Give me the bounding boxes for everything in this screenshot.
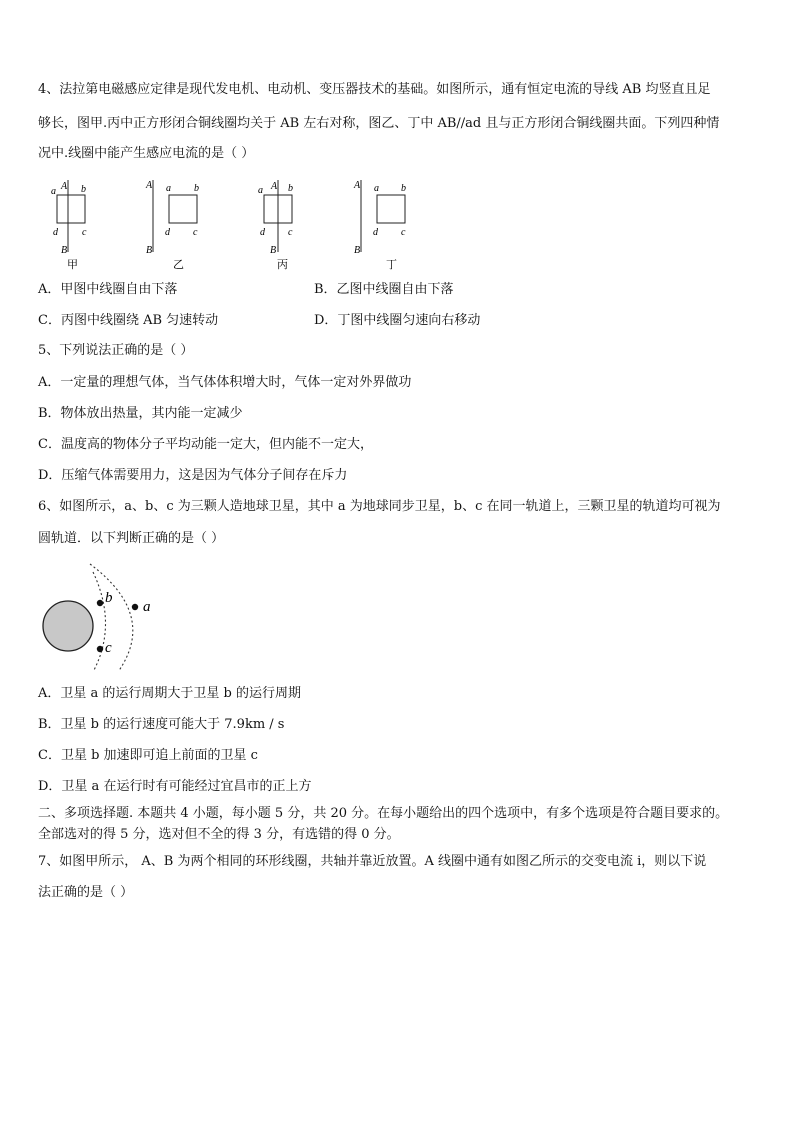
section2-instructions-line1: 二、多项选择题. 本题共 4 小题，每小题 5 分，共 20 分。在每小题给出的四个选项中，有多个选项是符合题目要求的。 (38, 806, 729, 821)
caption-yi: 乙 (173, 258, 184, 270)
satellite-c-icon (97, 646, 103, 652)
label-c: c (193, 227, 198, 238)
q5-option-a: A．一定量的理想气体，当气体体积增大时，气体一定对外界做功 (38, 375, 412, 390)
label-A: A (354, 180, 361, 191)
q6-option-a: A．卫星 a 的运行周期大于卫星 b 的运行周期 (38, 686, 301, 701)
label-b: b (105, 590, 113, 606)
label-b: b (401, 183, 406, 194)
q4-figure-yi (141, 174, 211, 270)
q4-stem-line2: 够长，图甲.丙中正方形闭合铜线圈均关于 AB 左右对称，图乙、丁中 AB//ad 且与正方形闭合铜线圈共面。下列四种情 (38, 116, 720, 131)
label-d: d (260, 227, 265, 238)
q7-stem-line2: 法正确的是（ ） (38, 885, 134, 900)
label-a: a (166, 183, 171, 194)
label-B: B (146, 245, 153, 256)
label-B: B (270, 245, 277, 256)
label-b: b (194, 183, 199, 194)
label-a: a (258, 185, 263, 196)
label-A: A (146, 180, 153, 191)
label-a: a (374, 183, 379, 194)
q4-stem-line1: 4、法拉第电磁感应定律是现代发电机、电动机、变压器技术的基础。如图所示，通有恒定电流的导线 AB 均竖直且足 (38, 82, 711, 97)
label-b: b (288, 183, 293, 194)
label-b: b (81, 184, 86, 195)
q6-option-d: D．卫星 a 在运行时有可能经过宜昌市的正上方 (38, 779, 312, 794)
label-A: A (271, 181, 278, 192)
q6-option-c: C．卫星 b 加速即可追上前面的卫星 c (38, 748, 258, 763)
caption-bing: 丙 (277, 258, 288, 270)
label-c: c (82, 227, 87, 238)
q5-option-b: B．物体放出热量，其内能一定减少 (38, 406, 243, 421)
q4-option-c: C．丙图中线圈绕 AB 匀速转动 (38, 313, 219, 328)
q5-option-c: C．温度高的物体分子平均动能一定大，但内能不一定大， (38, 437, 373, 452)
label-c: c (288, 227, 293, 238)
q4-figure-jia (48, 174, 108, 270)
q4-figure-ding (350, 174, 420, 270)
caption-ding: 丁 (386, 258, 397, 270)
caption-jia: 甲 (67, 258, 78, 270)
label-B: B (354, 245, 361, 256)
q5-option-d: D．压缩气体需要用力，这是因为气体分子间存在斥力 (38, 468, 348, 483)
q4-option-b: B．乙图中线圈自由下落 (314, 282, 454, 297)
section2-instructions-line2: 全部选对的得 5 分，选对但不全的得 3 分，有选错的得 0 分。 (38, 827, 400, 842)
q6-option-b: B．卫星 b 的运行速度可能大于 7.9km / s (38, 717, 285, 732)
q4-option-a: A．甲图中线圈自由下落 (38, 282, 178, 297)
satellite-a-icon (132, 604, 138, 610)
q6-stem-line2: 圆轨道．以下判断正确的是（ ） (38, 531, 225, 546)
label-d: d (53, 227, 58, 238)
q7-stem-line1: 7、如图甲所示， A、B 为两个相同的环形线圈，共轴并靠近放置。A 线圈中通有如图乙所示的交变电流 i，则以下说 (38, 854, 707, 869)
q6-stem-line1: 6、如图所示，a、b、c 为三颗人造地球卫星，其中 a 为地球同步卫星，b、c 在同一轨道上，三颗卫星的轨道均可视为 (38, 499, 721, 514)
label-B: B (61, 245, 68, 256)
q4-option-d: D．丁图中线圈匀速向右移动 (314, 313, 481, 328)
label-d: d (165, 227, 170, 238)
q4-stem-line3: 况中.线圈中能产生感应电流的是（ ） (38, 146, 255, 161)
label-A: A (61, 181, 68, 192)
q5-stem: 5、下列说法正确的是（ ） (38, 343, 194, 358)
label-a: a (143, 599, 151, 615)
label-a: a (51, 186, 56, 197)
label-c: c (105, 640, 112, 656)
satellite-b-icon (97, 600, 103, 606)
label-c: c (401, 227, 406, 238)
earth-icon (43, 601, 93, 651)
q6-orbit-figure (38, 560, 168, 670)
q4-figure-bing (255, 174, 315, 270)
label-d: d (373, 227, 378, 238)
